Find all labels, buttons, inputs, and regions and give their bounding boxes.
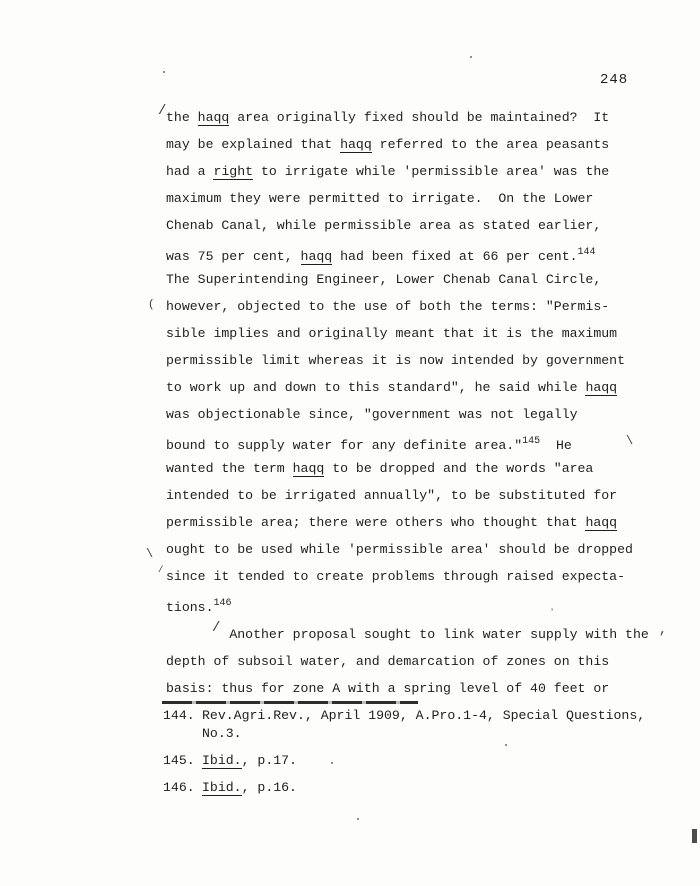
text-line bbox=[166, 509, 676, 536]
footnote-number: 144. bbox=[163, 708, 195, 723]
underlined-term: haqq bbox=[340, 137, 372, 152]
text-segment: tions. bbox=[166, 600, 214, 615]
text-segment: , p.16. bbox=[241, 780, 297, 795]
stray-mark: / bbox=[158, 103, 167, 119]
underlined-term: haqq bbox=[585, 380, 618, 395]
text-segment: ought to be used while 'permissible area' should be dropped bbox=[166, 542, 633, 557]
scan-speck bbox=[505, 744, 507, 746]
footnote-number: 145. bbox=[163, 753, 195, 768]
text-line bbox=[166, 455, 676, 482]
underlined-term: Ibid. bbox=[202, 780, 242, 795]
text-line bbox=[166, 648, 676, 675]
text-line bbox=[166, 185, 676, 212]
text-segment: had a bbox=[166, 164, 214, 179]
text-segment: to irrigate while 'permissible area' was the bbox=[253, 164, 610, 179]
stray-mark: \ bbox=[146, 547, 154, 561]
footnote-separator bbox=[162, 701, 418, 704]
text-segment: bound to supply water for any definite area." bbox=[166, 438, 523, 453]
text-segment: however, objected to the use of both the terms: "Permis- bbox=[166, 299, 610, 314]
stray-mark: ʼ bbox=[549, 609, 556, 620]
text-line bbox=[166, 293, 676, 320]
text-segment: No.3. bbox=[202, 726, 242, 741]
text-segment: permissible limit whereas it is now intended by government bbox=[166, 353, 625, 368]
text-segment: had been fixed at 66 per cent. bbox=[332, 249, 578, 264]
underlined-term: Ibid. bbox=[202, 753, 242, 768]
text-line bbox=[166, 158, 676, 185]
underlined-term: haqq bbox=[300, 249, 333, 264]
scan-edge-mark bbox=[692, 829, 697, 843]
footnote-number: 146. bbox=[163, 780, 195, 795]
text-line bbox=[166, 104, 676, 131]
text-segment: may be explained that bbox=[166, 137, 341, 152]
text-line bbox=[166, 401, 676, 428]
stray-mark: , bbox=[659, 622, 667, 637]
footnote-text bbox=[202, 779, 297, 797]
stray-mark: / bbox=[158, 565, 164, 575]
text-line bbox=[166, 212, 676, 239]
scan-speck bbox=[470, 56, 472, 58]
text-segment: depth of subsoil water, and demarcation of zones on this bbox=[166, 654, 610, 669]
footnote-reference: 144 bbox=[577, 247, 596, 258]
text-line bbox=[166, 428, 676, 455]
text-segment: , p.17. bbox=[241, 753, 297, 768]
text-line bbox=[166, 320, 676, 347]
text-segment: basis: thus for zone A with a spring level of 40 feet or bbox=[166, 681, 610, 696]
text-line bbox=[166, 131, 676, 158]
footnote bbox=[163, 779, 683, 797]
text-segment: was objectionable since, "government was not legally bbox=[166, 407, 578, 422]
text-line bbox=[166, 374, 676, 401]
text-line bbox=[166, 266, 676, 293]
text-segment: He bbox=[540, 438, 572, 453]
scan-speck bbox=[163, 71, 165, 73]
text-line bbox=[166, 482, 676, 509]
text-segment: was 75 per cent, bbox=[166, 249, 301, 264]
text-segment: The Superintending Engineer, Lower Chenab Canal Circle, bbox=[166, 272, 602, 287]
page-number: 248 bbox=[600, 72, 629, 88]
footnotes bbox=[163, 707, 683, 806]
paragraph bbox=[166, 104, 676, 617]
stray-mark: ( bbox=[148, 299, 155, 311]
text-line bbox=[166, 536, 676, 563]
text-segment: referred to the area peasants bbox=[371, 137, 610, 152]
text-line bbox=[166, 675, 676, 702]
stray-mark: / bbox=[212, 620, 221, 636]
scan-speck bbox=[357, 818, 359, 820]
footnote-text bbox=[202, 707, 645, 743]
text-segment: maximum they were permitted to irrigate. On the Lower bbox=[166, 191, 594, 206]
text-segment: since it tended to create problems through raised expecta- bbox=[166, 569, 625, 584]
paragraph bbox=[166, 621, 676, 702]
text-line bbox=[166, 621, 676, 648]
footnote bbox=[163, 752, 683, 770]
text-segment: to be dropped and the words "area bbox=[324, 461, 594, 476]
text-line bbox=[166, 563, 676, 590]
text-segment: Rev.Agri.Rev., April 1909, A.Pro.1-4, Special Questions, bbox=[202, 708, 646, 723]
footnote-reference: 146 bbox=[213, 598, 232, 609]
footnote-text bbox=[202, 752, 297, 770]
stray-mark: \ bbox=[626, 434, 634, 448]
text-segment: permissible area; there were others who thought that bbox=[166, 515, 586, 530]
scan-speck bbox=[331, 762, 333, 764]
text-segment: Another proposal sought to link water supply with the bbox=[229, 627, 649, 642]
text-segment: wanted the term bbox=[166, 461, 293, 476]
text-segment: Chenab Canal, while permissible area as stated earlier, bbox=[166, 218, 602, 233]
footnote-reference: 145 bbox=[522, 436, 541, 447]
text-segment: area originally fixed should be maintained? It bbox=[229, 110, 610, 125]
underlined-term: haqq bbox=[197, 110, 230, 125]
underlined-term: right bbox=[213, 164, 254, 179]
text-segment: the bbox=[166, 110, 198, 125]
footnote bbox=[163, 707, 683, 743]
text-line bbox=[166, 347, 676, 374]
text-line bbox=[166, 590, 676, 617]
text-segment: to work up and down to this standard", he said while bbox=[166, 380, 586, 395]
underlined-term: haqq bbox=[585, 515, 618, 530]
text-line bbox=[166, 239, 676, 266]
body-text bbox=[166, 104, 676, 702]
underlined-term: haqq bbox=[292, 461, 325, 476]
text-segment: sible implies and originally meant that it is the maximum bbox=[166, 326, 618, 341]
text-segment: intended to be irrigated annually", to be substituted for bbox=[166, 488, 618, 503]
